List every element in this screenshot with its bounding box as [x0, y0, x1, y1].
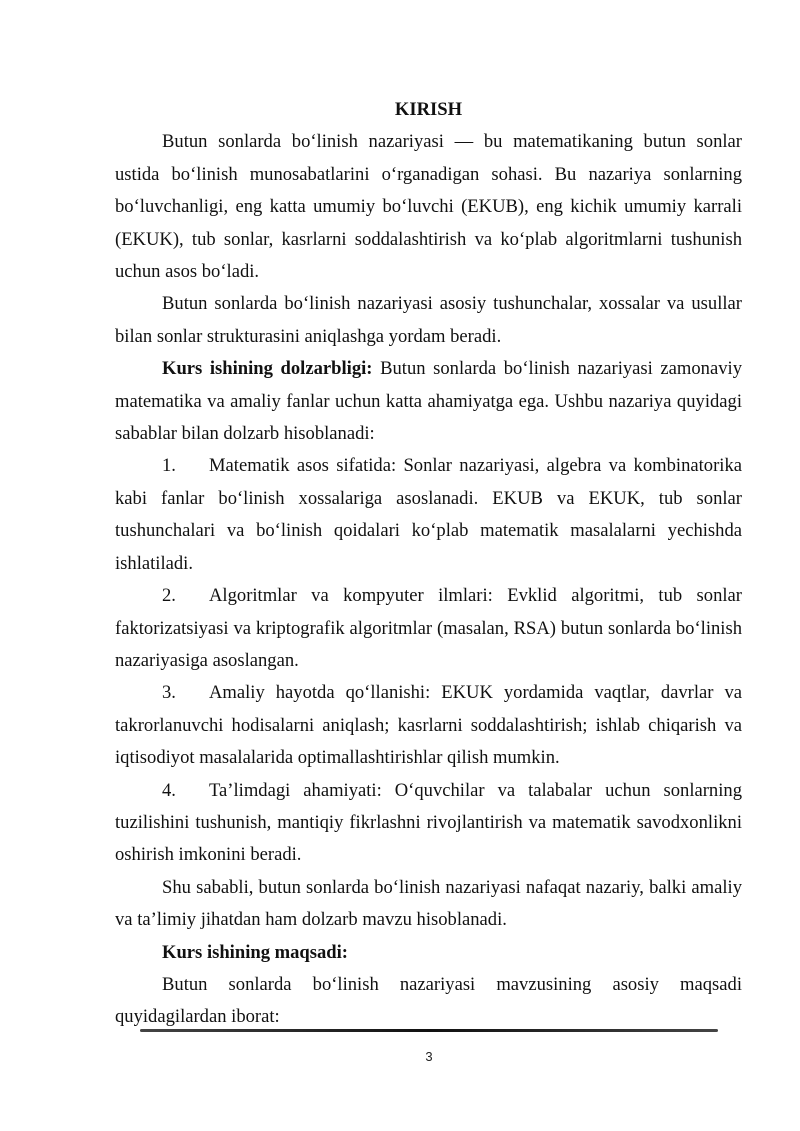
list-item — [115, 775, 742, 872]
intro-paragraph-2: Butun sonlarda bo‘linish nazariyasi asosiy tushunchalar, xossalar va usullar bilan sonlar strukturasini aniqlashga yordam beradi. — [115, 293, 742, 347]
list-item-text: Amaliy hayotda qo‘llanishi: EKUK yordamida vaqtlar, davrlar va takrorlanuvchi hodisalarni aniqlash; kasrlarni soddalashtirish; ishlab chiqarish va iqtisodiyot masalalarida optimallashtirishlar qilish mumkin. — [115, 682, 742, 769]
list-item-number: 4. — [162, 779, 176, 801]
list-item — [115, 677, 742, 774]
list-item-number: 3. — [162, 682, 176, 704]
footer-divider — [140, 1029, 718, 1032]
list-item-text: Matematik asos sifatida: Sonlar nazariyasi, algebra va kombinatorika kabi fanlar bo‘linish xossalariga asoslanadi. EKUB va EKUK, tub sonlar tushunchalari va bo‘linish qoidalari ko‘plab matematik masalalarni yechishda ishlatiladi. — [115, 455, 742, 574]
list-item — [115, 580, 742, 677]
list-item-text: Algoritmlar va kompyuter ilmlari: Evklid algoritmi, tub sonlar faktorizatsiyasi va kriptografik algoritmlar (masalan, RSA) butun sonlarda bo‘linish nazariyasiga asoslangan. — [115, 585, 742, 671]
list-item-number: 2. — [162, 585, 176, 607]
list-item — [115, 450, 742, 580]
document-page — [115, 94, 742, 1034]
list-item-number: 1. — [162, 455, 176, 477]
section-heading: KIRISH — [394, 99, 463, 120]
goal-paragraph: Butun sonlarda bo‘linish nazariyasi mavzusining asosiy maqsadi quyidagilardan iborat: — [115, 973, 742, 1028]
relevance-paragraph — [115, 353, 742, 450]
relevance-text: Butun sonlarda bo‘linish nazariyasi zamonaviy matematika va amaliy fanlar uchun katta ahamiyatga ega. Ushbu nazariya quyidagi sabablar bilan dolzarb hisoblanadi: — [115, 358, 742, 445]
page-number: 3 — [425, 1049, 433, 1064]
intro-paragraph-1: Butun sonlarda bo‘linish nazariyasi — bu matematikaning butun sonlar ustida bo‘linish munosabatlarini o‘rganadigan sohasi. Bu nazariya sonlarning bo‘luvchanligi, eng katta umumiy bo‘luvchi (EKUB), eng kichik umumiy karrali (EKUK), tub sonlar, kasrlarni soddalashtirish va ko‘plab algoritmlarni tushunish uchun asos bo‘ladi. — [115, 131, 742, 283]
list-item-text: Ta’limdagi ahamiyati: O‘quvchilar va talabalar uchun sonlarning tuzilishini tushunish, mantiqiy fikrlashni rivojlantirish va matematik savodxonlikni oshirish imkonini beradi. — [115, 779, 742, 866]
relevance-label: Kurs ishining dolzarbligi: — [162, 358, 373, 380]
goal-heading: Kurs ishining maqsadi: — [162, 941, 349, 963]
conclusion-paragraph: Shu sababli, butun sonlarda bo‘linish nazariyasi nafaqat nazariy, balki amaliy va ta’limiy jihatdan ham dolzarb mavzu hisoblanadi. — [115, 876, 742, 931]
